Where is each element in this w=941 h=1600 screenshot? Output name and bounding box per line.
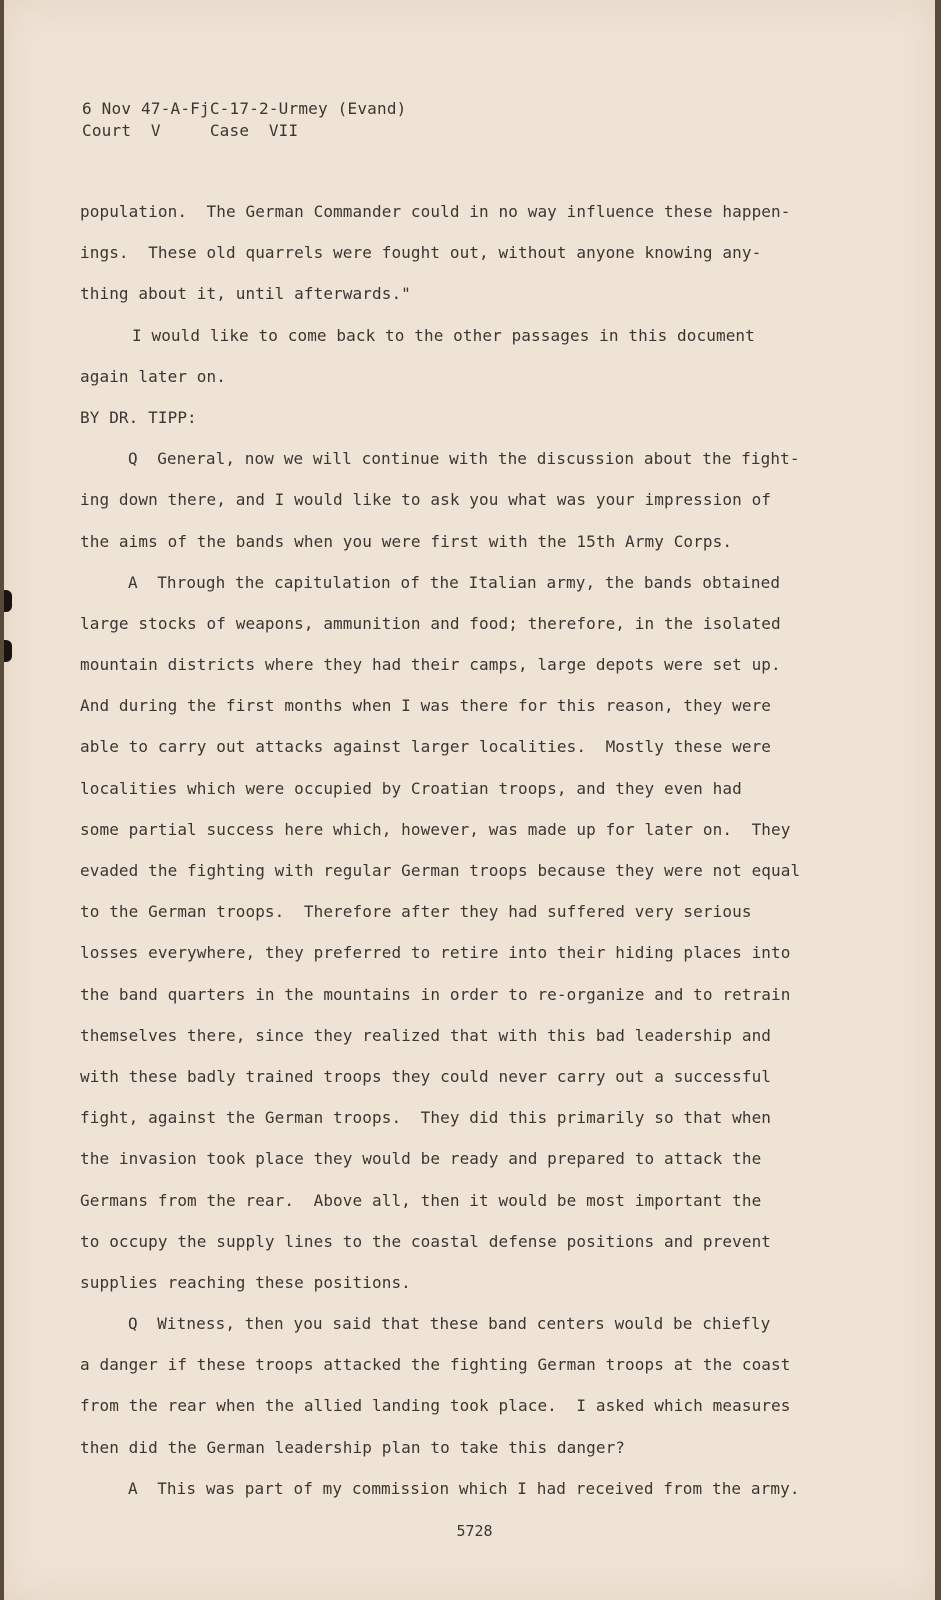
text-line: losses everywhere, they preferred to retire into their hiding places into: [80, 943, 791, 963]
text-line: ings. These old quarrels were fought out, without anyone knowing any-: [80, 243, 762, 263]
text-line: Germans from the rear. Above all, then it would be most important the: [80, 1190, 762, 1210]
header-line-date: 6 Nov 47-A-FjC-17-2-Urmey (Evand): [82, 99, 407, 118]
speaker-heading: BY DR. TIPP:: [80, 407, 197, 427]
text-line: the aims of the bands when you were first with the 15th Army Corps.: [80, 531, 733, 551]
text-line: thing about it, until afterwards.": [80, 284, 411, 304]
text-line: localities which were occupied by Croatian troops, and they even had: [80, 778, 742, 798]
page-number: 5728: [456, 1522, 493, 1540]
question-line: Q General, now we will continue with the discussion about the fight-: [128, 449, 800, 469]
text-line: I would like to come back to the other passages in this document: [132, 325, 755, 345]
text-line: And during the first months when I was there for this reason, they were: [80, 696, 772, 716]
text-line: a danger if these troops attacked the fighting German troops at the coast: [80, 1355, 791, 1375]
text-line: supplies reaching these positions.: [80, 1272, 411, 1292]
text-line: mountain districts where they had their camps, large depots were set up.: [80, 655, 781, 675]
text-line: from the rear when the allied landing took place. I asked which measures: [80, 1396, 791, 1416]
document-page: [4, 0, 935, 1600]
document-header: [82, 98, 406, 142]
text-line: the invasion took place they would be ready and prepared to attack the: [80, 1149, 762, 1169]
text-line: population. The German Commander could in no way influence these happen-: [80, 202, 791, 221]
answer-line: A Through the capitulation of the Italian army, the bands obtained: [128, 572, 781, 592]
text-line: to the German troops. Therefore after they had suffered very serious: [80, 902, 752, 922]
text-line: with these badly trained troops they could never carry out a successful: [80, 1066, 772, 1086]
punch-hole: [4, 590, 12, 612]
text-line: the band quarters in the mountains in order to re-organize and to retrain: [80, 984, 791, 1004]
header-line-court: Court V Case VII: [82, 121, 299, 140]
text-line: large stocks of weapons, ammunition and food; therefore, in the isolated: [80, 613, 781, 633]
punch-hole: [4, 640, 12, 662]
answer-line: A This was part of my commission which I had received from the army.: [128, 1478, 800, 1498]
transcript-body: [80, 198, 840, 1516]
text-line: to occupy the supply lines to the coastal defense positions and prevent: [80, 1231, 772, 1251]
text-line: themselves there, since they realized that with this bad leadership and: [80, 1025, 772, 1045]
text-line: evaded the fighting with regular German troops because they were not equal: [80, 861, 801, 880]
question-line: Q Witness, then you said that these band centers would be chiefly: [128, 1314, 771, 1334]
text-line: again later on.: [80, 366, 226, 386]
text-line: able to carry out attacks against larger localities. Mostly these were: [80, 737, 772, 757]
text-line: ing down there, and I would like to ask you what was your impression of: [80, 490, 772, 510]
text-line: then did the German leadership plan to take this danger?: [80, 1437, 626, 1457]
text-line: some partial success here which, however, was made up for later on. They: [80, 819, 791, 839]
text-line: fight, against the German troops. They did this primarily so that when: [80, 1108, 772, 1128]
